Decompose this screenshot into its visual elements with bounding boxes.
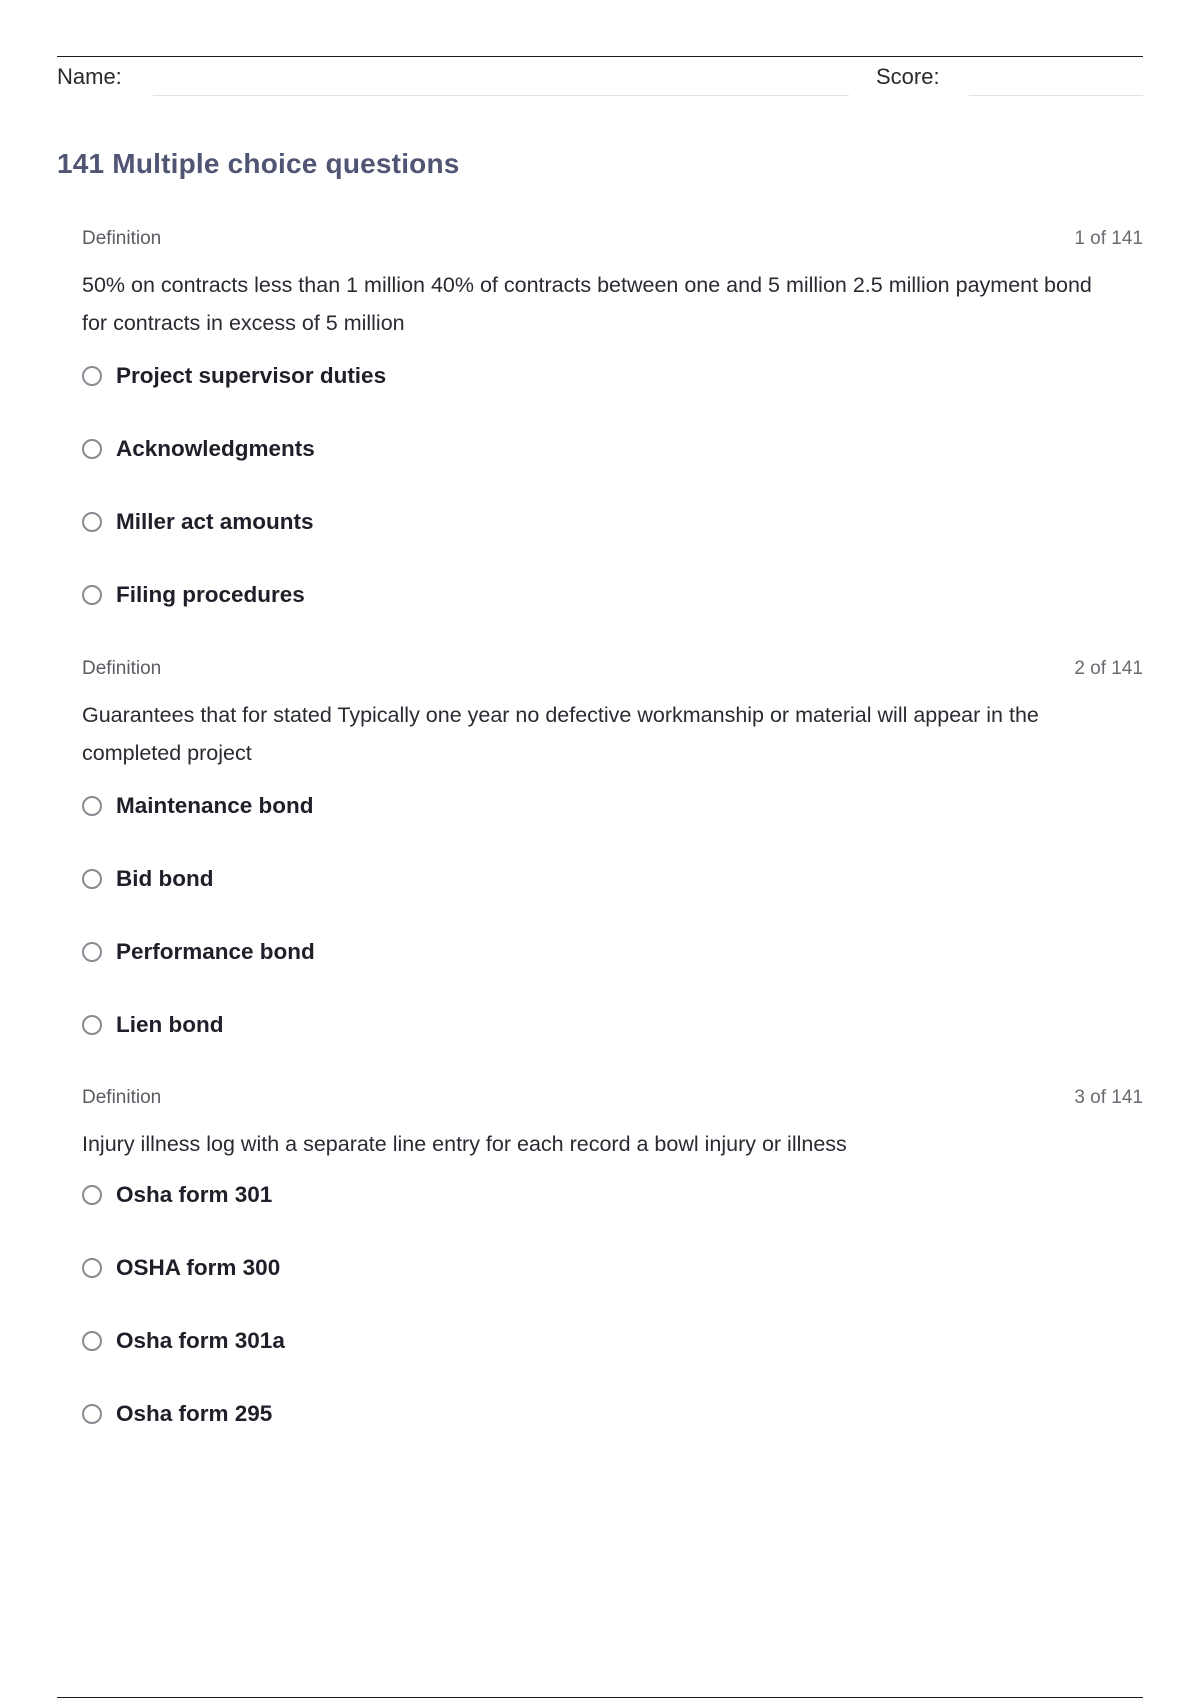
question-text: Injury illness log with a separate line entry for each record a bowl injury or illness [82, 1132, 847, 1156]
question-counter: 1 of 141 [1074, 228, 1143, 249]
question-text: Guarantees that for stated Typically one year no defective workmanship or material will appear in the completed project [82, 703, 1039, 765]
answer-option[interactable] [82, 865, 1143, 938]
top-divider [57, 56, 1143, 57]
name-field-line[interactable] [153, 95, 849, 96]
question-2 [82, 658, 1143, 1084]
answer-option[interactable] [82, 1400, 1143, 1473]
score-label: Score: [876, 64, 940, 89]
answer-option-label: Osha form 301a [116, 1328, 285, 1353]
question-header [82, 1087, 1143, 1113]
answer-option-label: Miller act amounts [116, 509, 314, 534]
answer-options [82, 1181, 1143, 1473]
radio-circle-icon[interactable] [82, 366, 102, 386]
question-text: 50% on contracts less than 1 million 40% of contracts between one and 5 million 2.5 million payment bond for contracts in excess of 5 million [82, 273, 1092, 335]
question-type-label: Definition [82, 658, 162, 679]
question-type-label: Definition [82, 228, 162, 249]
answer-option-label: Osha form 295 [116, 1401, 273, 1426]
radio-circle-icon[interactable] [82, 439, 102, 459]
page-title: 141 Multiple choice questions [57, 148, 460, 179]
score-field-line[interactable] [969, 95, 1143, 96]
answer-option[interactable] [82, 362, 1143, 435]
radio-circle-icon[interactable] [82, 1185, 102, 1205]
question-1 [82, 228, 1143, 654]
radio-circle-icon[interactable] [82, 942, 102, 962]
question-counter: 3 of 141 [1074, 1087, 1143, 1108]
bottom-divider [57, 1697, 1143, 1698]
answer-option[interactable] [82, 1327, 1143, 1400]
question-header [82, 658, 1143, 684]
answer-option-label: Bid bond [116, 866, 214, 891]
answer-option-label: OSHA form 300 [116, 1255, 281, 1280]
name-label: Name: [57, 64, 122, 89]
radio-circle-icon[interactable] [82, 1331, 102, 1351]
answer-option[interactable] [82, 1181, 1143, 1254]
answer-option-label: Lien bond [116, 1012, 224, 1037]
answer-option[interactable] [82, 1011, 1143, 1084]
answer-option[interactable] [82, 581, 1143, 654]
answer-options [82, 362, 1143, 654]
radio-circle-icon[interactable] [82, 1258, 102, 1278]
answer-option[interactable] [82, 508, 1143, 581]
answer-option[interactable] [82, 1254, 1143, 1327]
radio-circle-icon[interactable] [82, 512, 102, 532]
question-header [82, 228, 1143, 254]
answer-option-label: Maintenance bond [116, 793, 314, 818]
answer-options [82, 792, 1143, 1084]
answer-option-label: Osha form 301 [116, 1182, 273, 1207]
answer-option-label: Project supervisor duties [116, 363, 387, 388]
radio-circle-icon[interactable] [82, 1404, 102, 1424]
answer-option-label: Performance bond [116, 939, 315, 964]
radio-circle-icon[interactable] [82, 796, 102, 816]
question-3 [82, 1087, 1143, 1473]
answer-option[interactable] [82, 938, 1143, 1011]
question-type-label: Definition [82, 1087, 162, 1108]
radio-circle-icon[interactable] [82, 585, 102, 605]
worksheet-header [57, 62, 1143, 98]
radio-circle-icon[interactable] [82, 1015, 102, 1035]
question-counter: 2 of 141 [1074, 658, 1143, 679]
radio-circle-icon[interactable] [82, 869, 102, 889]
answer-option-label: Filing procedures [116, 582, 305, 607]
answer-option-label: Acknowledgments [116, 436, 315, 461]
answer-option[interactable] [82, 792, 1143, 865]
answer-option[interactable] [82, 435, 1143, 508]
worksheet-page [57, 0, 1143, 1700]
